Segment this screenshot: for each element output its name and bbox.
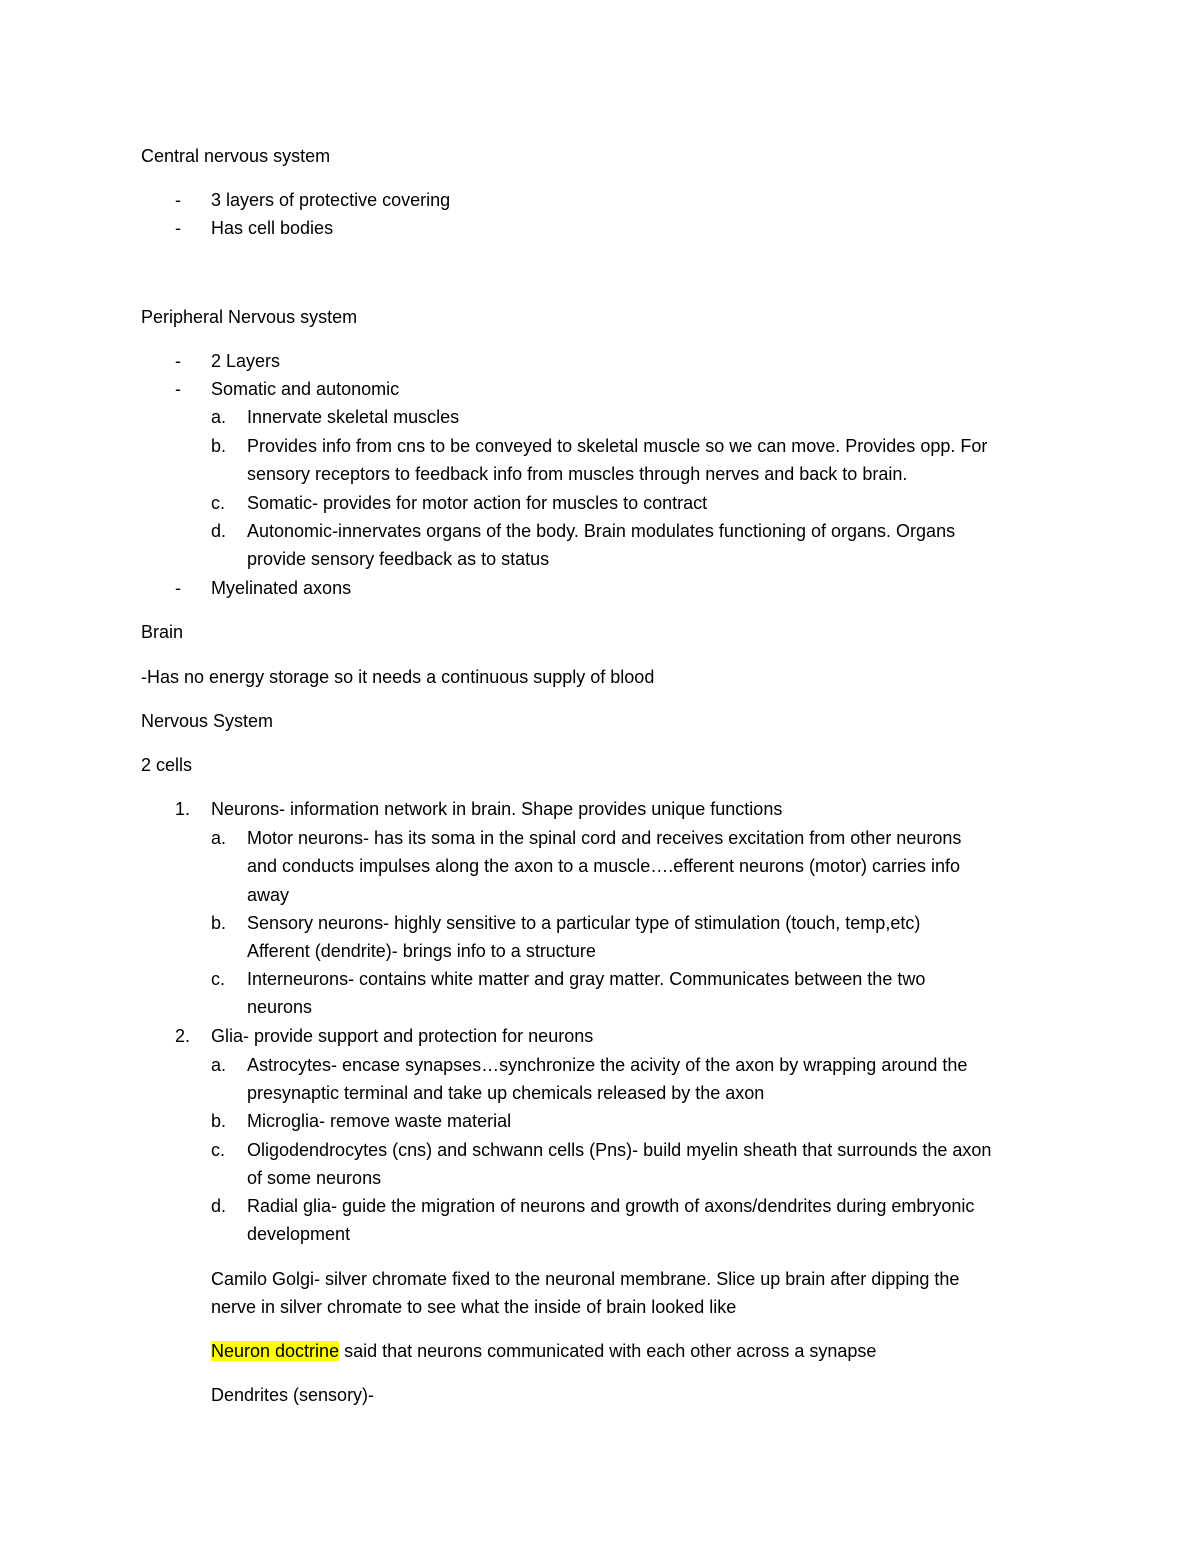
pns-subitem-cont: provide sensory feedback as to status <box>247 549 550 569</box>
pns-heading: Peripheral Nervous system <box>141 307 358 327</box>
highlighted-term: Neuron doctrine <box>211 1341 340 1361</box>
golgi-text-cont: nerve in silver chromate to see what the inside of brain looked like <box>211 1297 737 1317</box>
golgi-text: Camilo Golgi- silver chromate fixed to the neuronal membrane. Slice up brain after dipping the <box>211 1269 960 1289</box>
ns-item: Neurons- information network in brain. Shape provides unique functions <box>211 799 783 819</box>
ns-subitem: Oligodendrocytes (cns) and schwann cells (Pns)- build myelin sheath that surrounds the axon <box>247 1140 992 1160</box>
pns-item: 2 Layers <box>211 351 281 371</box>
ns-subitem: Sensory neurons- highly sensitive to a particular type of stimulation (touch, temp,etc) <box>247 913 921 933</box>
pns-subitem: Autonomic-innervates organs of the body. Brain modulates functioning of organs. Organs <box>247 521 956 541</box>
list-marker: b. <box>211 436 227 456</box>
list-marker: c. <box>211 1140 226 1160</box>
ns-subitem-cont: presynaptic terminal and take up chemicals released by the axon <box>247 1083 765 1103</box>
pns-subitem: Provides info from cns to be conveyed to skeletal muscle so we can move. Provides opp. For <box>247 436 988 456</box>
list-marker: b. <box>211 1111 227 1131</box>
cns-item: Has cell bodies <box>211 218 334 238</box>
list-marker: b. <box>211 913 227 933</box>
ns-heading: Nervous System <box>141 711 274 731</box>
brain-heading: Brain <box>141 622 184 642</box>
ns-subitem-cont: of some neurons <box>247 1168 382 1188</box>
cns-heading: Central nervous system <box>141 146 331 166</box>
cns-item: 3 layers of protective covering <box>211 190 451 210</box>
ns-subitem: Astrocytes- encase synapses…synchronize the acivity of the axon by wrapping around the <box>247 1055 968 1075</box>
list-marker: c. <box>211 969 226 989</box>
ns-subitem: Interneurons- contains white matter and gray matter. Communicates between the two <box>247 969 926 989</box>
list-marker: d. <box>211 1196 227 1216</box>
ns-subitem-cont: and conducts impulses along the axon to a muscle….efferent neurons (motor) carries info <box>247 856 961 876</box>
ns-subitem-cont: neurons <box>247 997 313 1017</box>
ns-subitem: Motor neurons- has its soma in the spinal cord and receives excitation from other neurons <box>247 828 962 848</box>
ns-subheading: 2 cells <box>141 755 193 775</box>
list-marker: a. <box>211 1055 227 1075</box>
doctrine-text: said that neurons communicated with each other across a synapse <box>339 1341 877 1361</box>
ns-item: Glia- provide support and protection for neurons <box>211 1026 594 1046</box>
ns-subitem-cont: development <box>247 1224 351 1244</box>
ns-subitem: Microglia- remove waste material <box>247 1111 512 1131</box>
list-marker: a. <box>211 407 227 427</box>
list-marker: d. <box>211 521 227 541</box>
list-marker: 1. <box>175 799 191 819</box>
pns-subitem: Somatic- provides for motor action for muscles to contract <box>247 493 708 513</box>
dendrites-text: Dendrites (sensory)- <box>211 1385 375 1405</box>
bullet-marker: - <box>175 379 181 399</box>
pns-item: Somatic and autonomic <box>211 379 400 399</box>
ns-subitem-cont: away <box>247 885 290 905</box>
list-marker: 2. <box>175 1026 191 1046</box>
brain-text: -Has no energy storage so it needs a continuous supply of blood <box>141 667 655 687</box>
doctrine-line <box>211 1340 876 1362</box>
bullet-marker: - <box>175 218 181 238</box>
bullet-marker: - <box>175 351 181 371</box>
pns-subitem: Innervate skeletal muscles <box>247 407 460 427</box>
ns-subitem: Radial glia- guide the migration of neurons and growth of axons/dendrites during embryonic <box>247 1196 975 1216</box>
pns-subitem-cont: sensory receptors to feedback info from muscles through nerves and back to brain. <box>247 464 908 484</box>
bullet-marker: - <box>175 190 181 210</box>
ns-subitem-cont: Afferent (dendrite)- brings info to a structure <box>247 941 596 961</box>
bullet-marker: - <box>175 578 181 598</box>
list-marker: c. <box>211 493 226 513</box>
list-marker: a. <box>211 828 227 848</box>
pns-item: Myelinated axons <box>211 578 352 598</box>
